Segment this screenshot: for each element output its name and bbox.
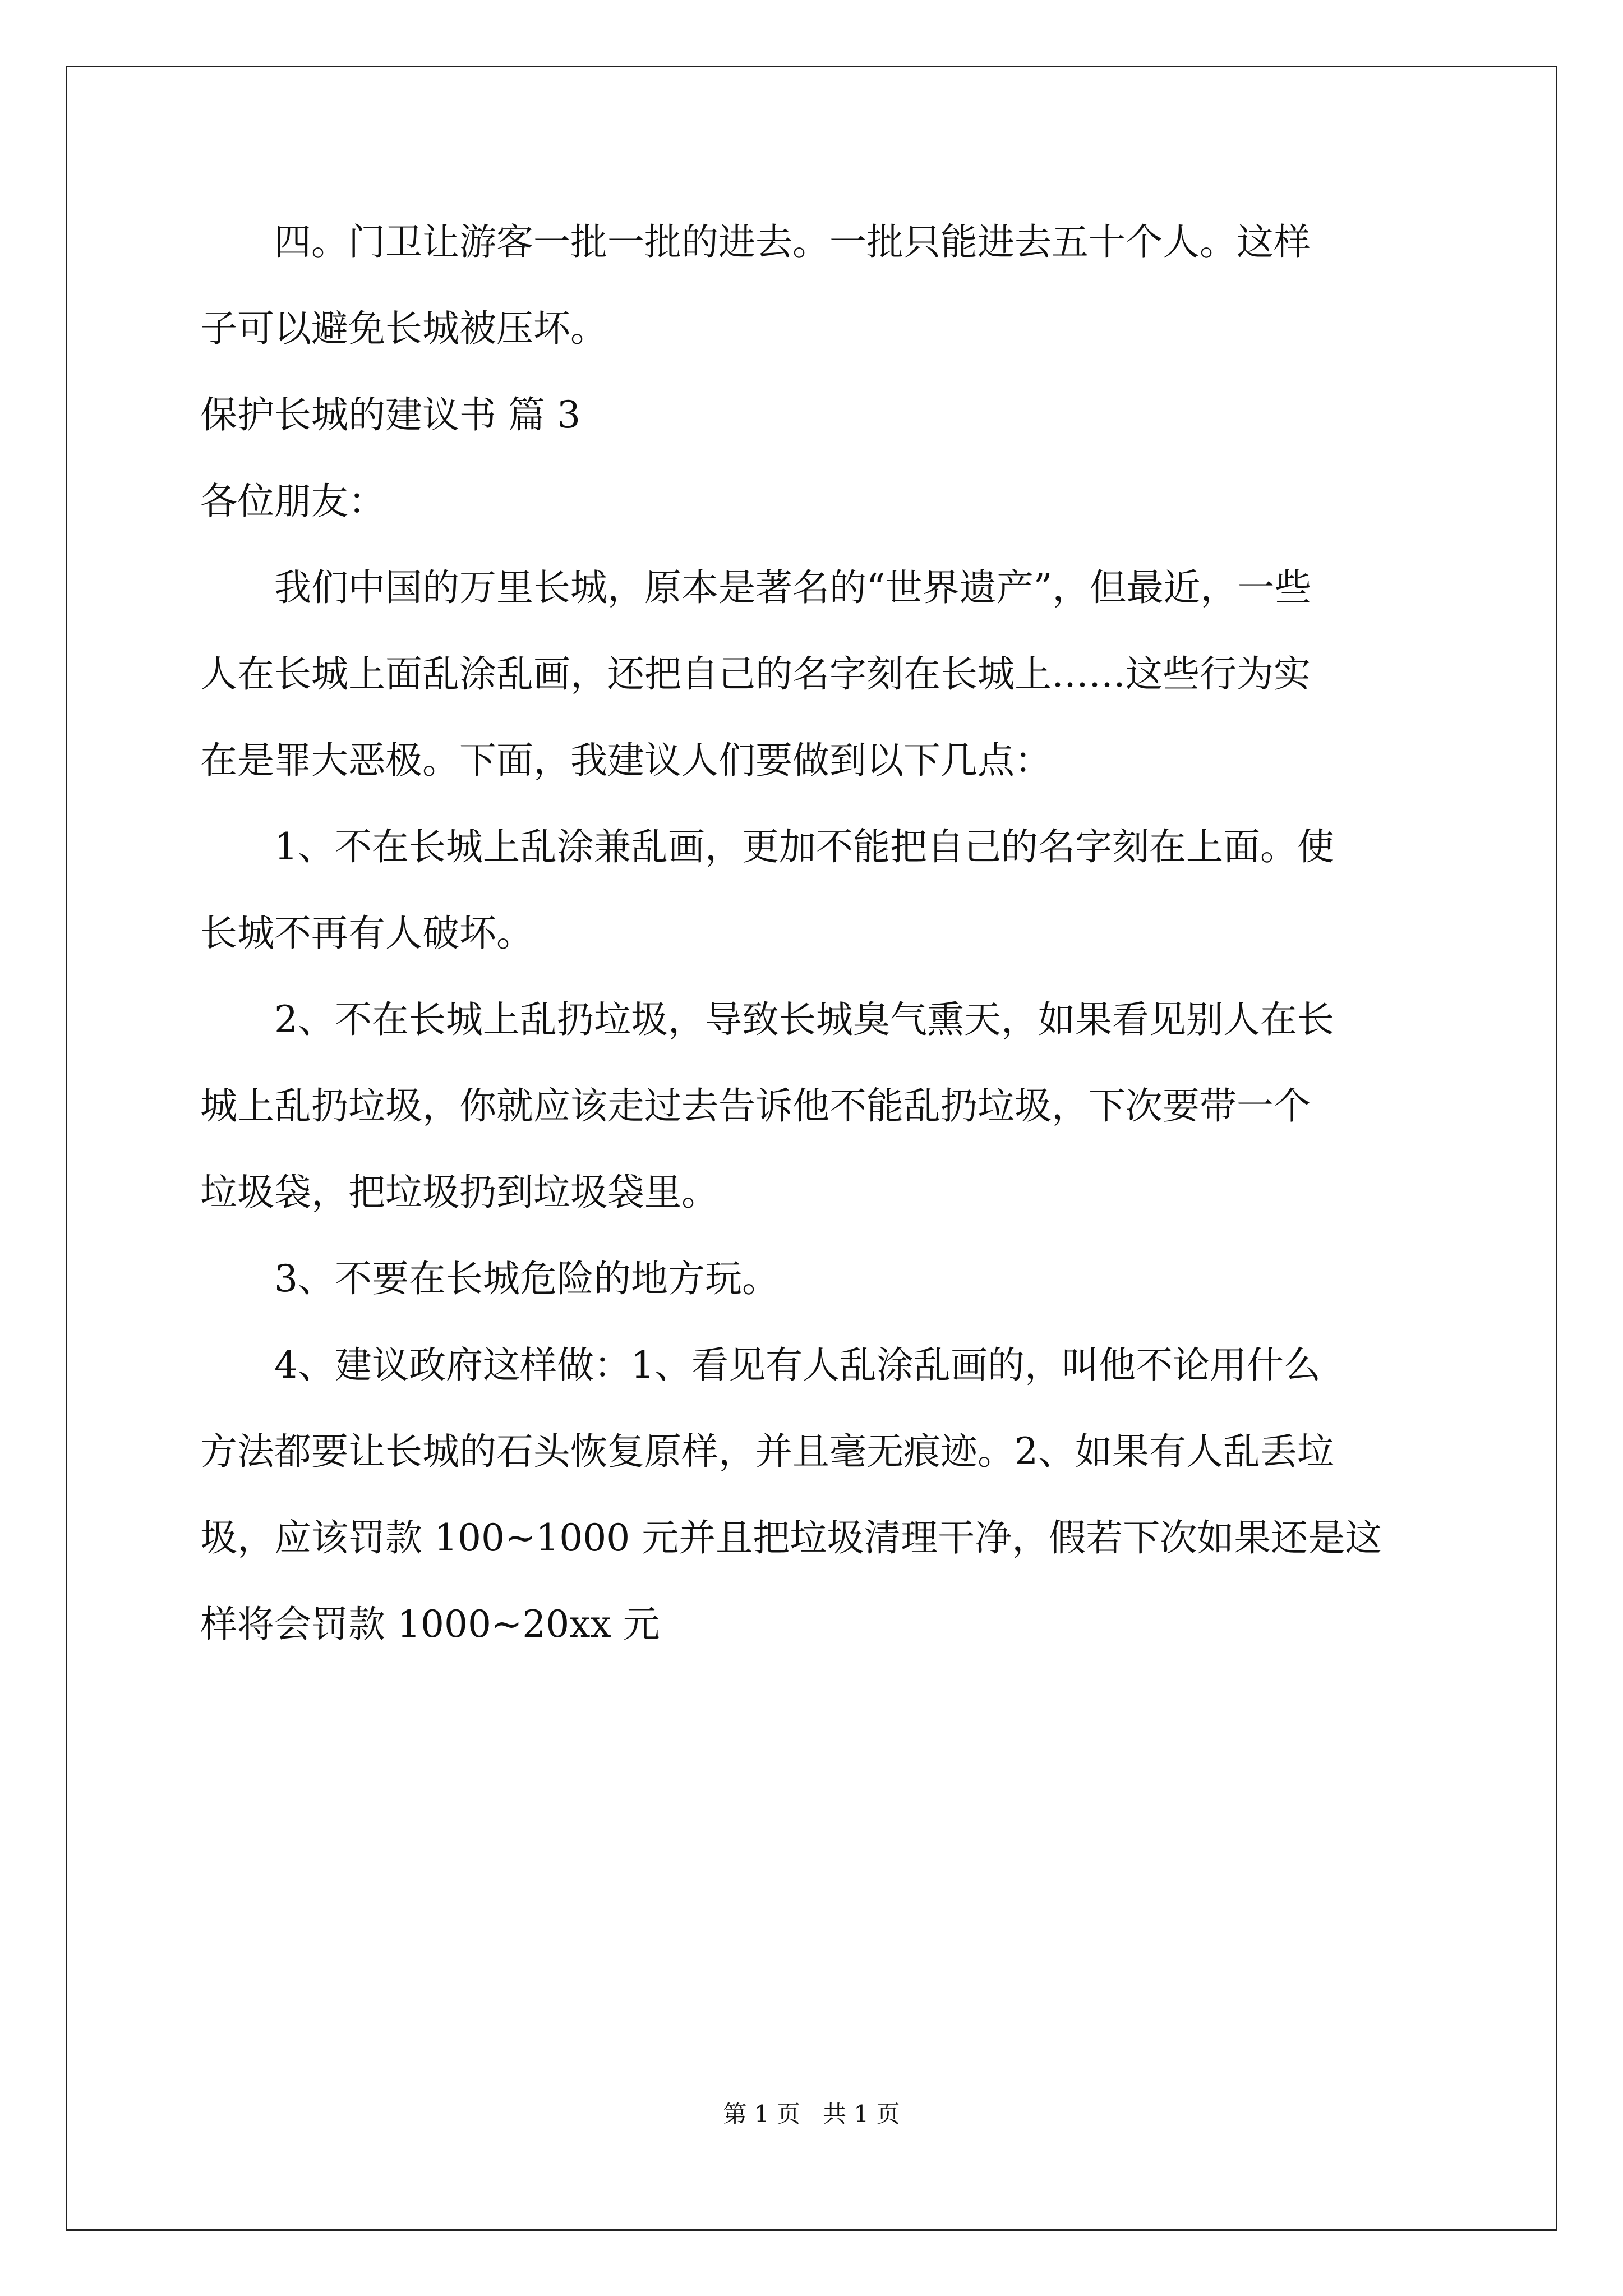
- section-heading: 保护长城的建议书 篇 3: [200, 393, 580, 436]
- list-item-3: 3、不要在长城危险的地方玩。: [274, 1257, 779, 1300]
- document-body: [200, 219, 1434, 1687]
- page-footer: 第 1 页 共 1 页: [723, 2100, 900, 2128]
- paragraph-line: 子可以避免长城被压坏。: [200, 307, 607, 350]
- paragraph-line: 长城不再有人破坏。: [200, 912, 533, 955]
- paragraph-line: 样将会罚款 1000~20xx 元: [200, 1603, 660, 1646]
- paragraph-line: 方法都要让长城的石头恢复原样，并且毫无痕迹。2、如果有人乱丢垃: [200, 1430, 1334, 1473]
- paragraph-line: 四。门卫让游客一批一批的进去。一批只能进去五十个人。这样: [274, 220, 1311, 264]
- paragraph-line: 圾，应该罚款 100~1000 元并且把垃圾清理干净，假若下次如果还是这: [200, 1516, 1382, 1559]
- list-item-2: 2、不在长城上乱扔垃圾，导致长城臭气熏天，如果看见别人在长: [274, 998, 1334, 1041]
- salutation: 各位朋友：: [200, 480, 385, 523]
- paragraph-line: 人在长城上面乱涂乱画，还把自己的名字刻在长城上……这些行为实: [200, 652, 1311, 696]
- list-item-1: 1、不在长城上乱涂兼乱画，更加不能把自己的名字刻在上面。使: [274, 825, 1334, 868]
- paragraph-line: 在是罪大恶极。下面，我建议人们要做到以下几点：: [200, 739, 1052, 782]
- paragraph-line: 我们中国的万里长城，原本是著名的“世界遗产”，但最近，一些: [274, 566, 1312, 609]
- paragraph-line: 城上乱扔垃圾，你就应该走过去告诉他不能乱扔垃圾，下次要带一个: [200, 1084, 1311, 1128]
- list-item-4: 4、建议政府这样做：1、看见有人乱涂乱画的，叫他不论用什么: [274, 1343, 1321, 1387]
- paragraph-line: 垃圾袋，把垃圾扔到垃圾袋里。: [200, 1171, 718, 1214]
